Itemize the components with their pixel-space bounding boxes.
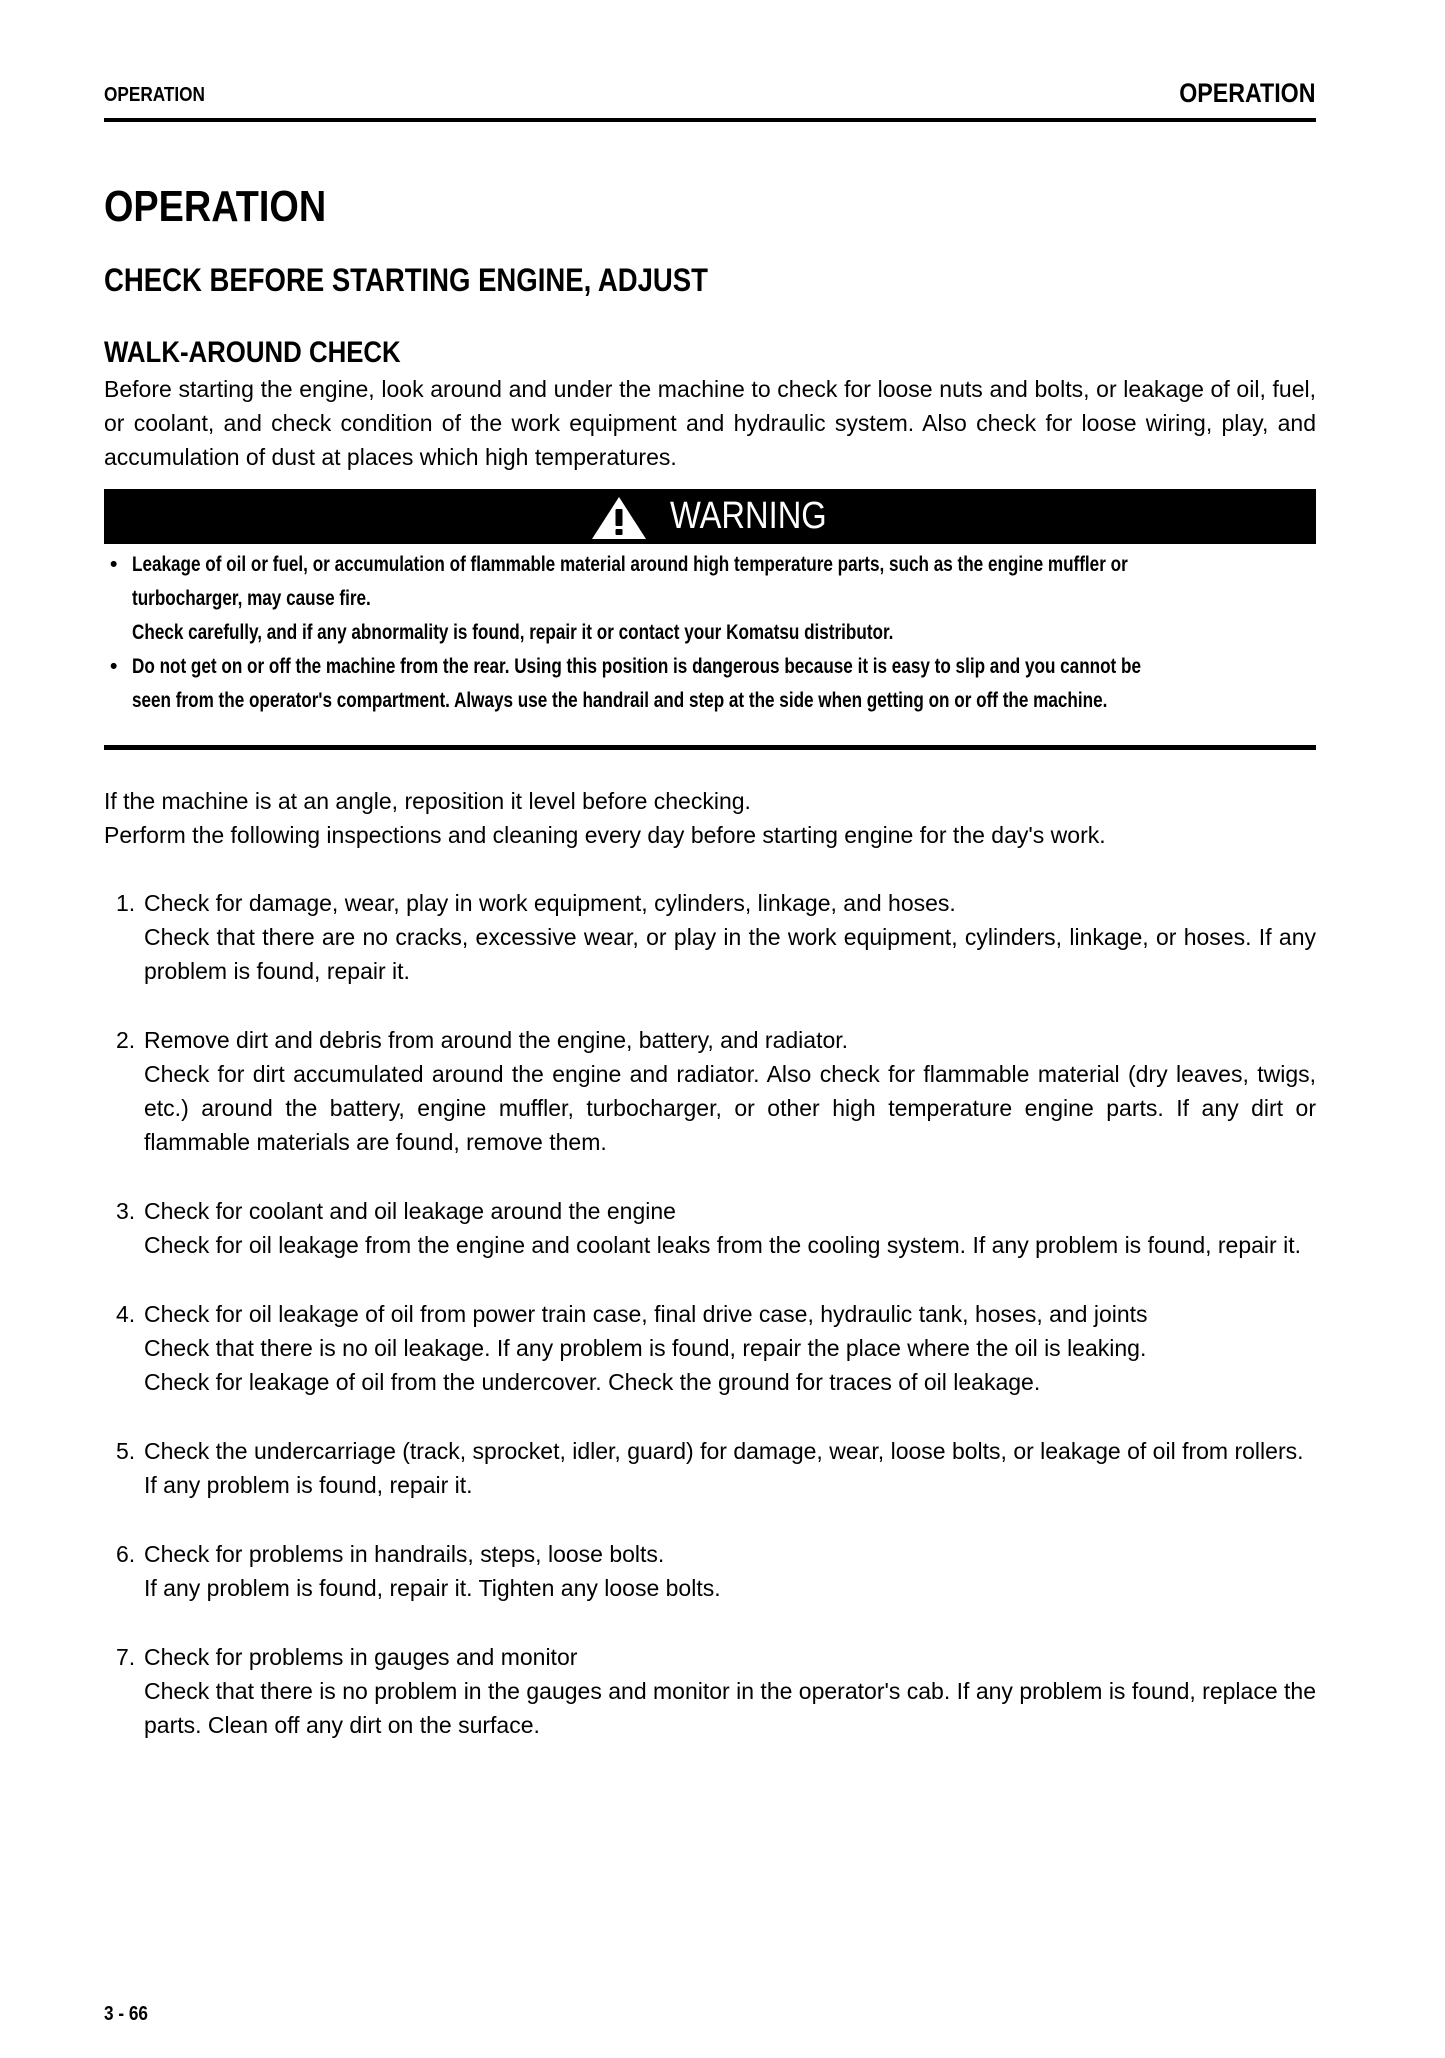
item-number: 4. (116, 1301, 136, 1327)
item-title: Check for oil leakage of oil from power train case, final drive case, hydraulic tank, hoses, and joints (144, 1301, 1148, 1327)
warning-line: Leakage of oil or fuel, or accumulation of flammable material around high temperature parts, such as the engine muffler or (132, 553, 1128, 576)
item-title: Remove dirt and debris from around the engine, battery, and radiator. (144, 1027, 849, 1053)
item-detail: If any problem is found, repair it. Tighten any loose bolts. (144, 1575, 721, 1601)
check-item (104, 1537, 1316, 1605)
intro-paragraph: Before starting the engine, look around and under the machine to check for loose nuts and bolts, or leakage of oil, fuel, or coolant, and check condition of the work equipment and hydraulic system. Also check for loose wiring, play, and accumulation of dust at places which high temperatures. (104, 376, 1316, 470)
header-left-label: OPERATION (104, 84, 205, 106)
pre-note (104, 784, 1316, 852)
item-detail: Check for leakage of oil from the undercover. Check the ground for traces of oil leakage. (144, 1369, 1041, 1395)
warning-line: seen from the operator's compartment. Always use the handrail and step at the side when getting on or off the machine. (132, 689, 1108, 712)
check-item (104, 1194, 1316, 1262)
page-number: 3 - 66 (104, 2003, 148, 2025)
item-number: 6. (116, 1541, 136, 1567)
header-divider (104, 118, 1316, 122)
item-number: 5. (116, 1438, 136, 1464)
warning-item (104, 548, 1316, 650)
subsection-title: CHECK BEFORE STARTING ENGINE, ADJUST (104, 262, 708, 298)
warning-bottom-divider (104, 745, 1316, 750)
item-detail: Check that there is no oil leakage. If any problem is found, repair the place where the oil is leaking. (144, 1335, 1147, 1361)
pre-note-line: Perform the following inspections and cleaning every day before starting engine for the day's work. (104, 822, 1106, 848)
check-item (104, 1640, 1316, 1742)
item-detail: If any problem is found, repair it. (144, 1472, 473, 1498)
item-detail: Check for oil leakage from the engine and coolant leaks from the cooling system. If any problem is found, repair it. (144, 1232, 1301, 1258)
item-detail: Check for dirt accumulated around the engine and radiator. Also check for flammable material (dry leaves, twigs, etc.) around the battery, engine muffler, turbocharger, or other high temperature engine parts. If any dirt or flammable materials are found, remove them. (144, 1061, 1316, 1155)
check-item (104, 1023, 1316, 1159)
header-right-label: OPERATION (1179, 78, 1316, 108)
item-detail: Check that there are no cracks, excessive wear, or play in the work equipment, cylinders, linkage, or hoses. If any problem is found, repair it. (144, 924, 1316, 984)
check-item (104, 1297, 1316, 1399)
walkaround-check-title: WALK-AROUND CHECK (104, 336, 401, 369)
bullet: • (110, 655, 118, 678)
item-number: 1. (116, 890, 136, 916)
check-item (104, 886, 1316, 988)
section-title: OPERATION (104, 182, 327, 231)
warning-item (104, 650, 1316, 718)
warning-triangle-icon (590, 495, 648, 541)
item-title: Check for damage, wear, play in work equipment, cylinders, linkage, and hoses. (144, 890, 956, 916)
running-header (104, 76, 1316, 124)
bullet: • (110, 553, 118, 576)
warning-list (104, 548, 1316, 718)
warning-banner (104, 489, 1316, 544)
check-list (104, 886, 1316, 1777)
check-item (104, 1434, 1316, 1502)
item-detail: Check that there is no problem in the gauges and monitor in the operator's cab. If any problem is found, replace the parts. Clean off any dirt on the surface. (144, 1678, 1316, 1738)
item-title: Check for problems in handrails, steps, loose bolts. (144, 1541, 665, 1567)
item-title: Check for problems in gauges and monitor (144, 1644, 578, 1670)
item-number: 3. (116, 1198, 136, 1224)
pre-note-line: If the machine is at an angle, reposition it level before checking. (104, 788, 751, 814)
item-number: 2. (116, 1027, 136, 1053)
warning-line: turbocharger, may cause fire. (132, 587, 371, 610)
item-number: 7. (116, 1644, 136, 1670)
warning-line: Do not get on or off the machine from the rear. Using this position is dangerous because it is easy to slip and you cannot be (132, 655, 1141, 678)
item-title: Check the undercarriage (track, sprocket, idler, guard) for damage, wear, loose bolts, or leakage of oil from rollers. (144, 1438, 1304, 1464)
item-title: Check for coolant and oil leakage around the engine (144, 1198, 676, 1224)
warning-label: WARNING (670, 495, 827, 537)
warning-line: Check carefully, and if any abnormality is found, repair it or contact your Komatsu distributor. (132, 621, 894, 644)
